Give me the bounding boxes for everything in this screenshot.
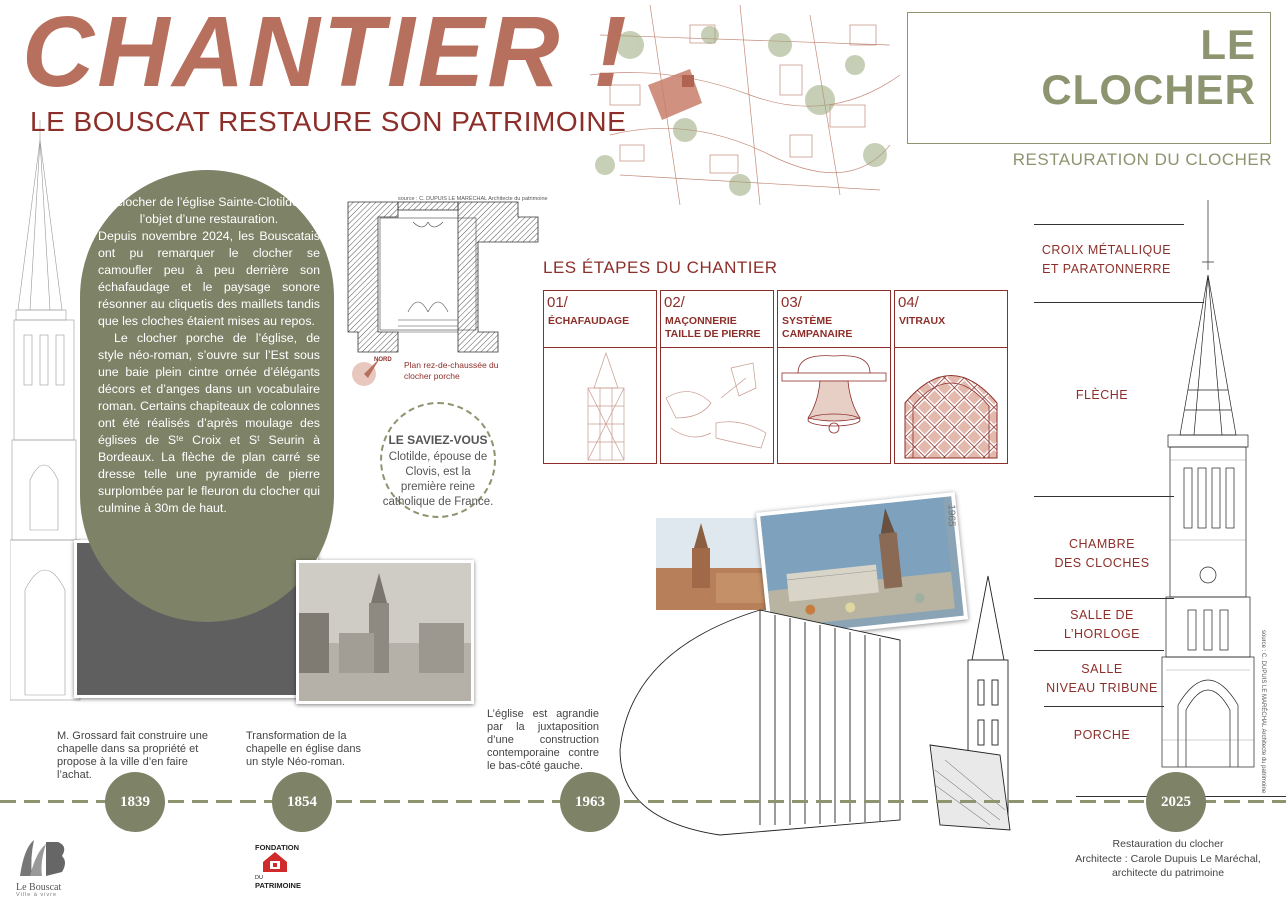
step-card-scaffolding bbox=[543, 290, 657, 464]
panel-title-line2: CLOCHER bbox=[1041, 66, 1256, 114]
step-label: ÉCHAFAUDAGE bbox=[548, 315, 630, 327]
le-bouscat-logo bbox=[16, 838, 68, 898]
tower-label-line1: SALLE DE bbox=[1070, 608, 1134, 622]
tower-label-line bbox=[1044, 706, 1164, 707]
intro-paragraph-1: Le clocher de l’église Sainte-Clotilde fait l’objet d’une restauration. bbox=[99, 195, 319, 226]
tower-label-clock-room bbox=[1034, 606, 1170, 644]
steps-title: LES ÉTAPES DU CHANTIER bbox=[543, 258, 778, 277]
step-number: 01/ bbox=[547, 294, 568, 311]
panel-title bbox=[1041, 22, 1256, 113]
panel-title-line1: LE bbox=[1200, 21, 1256, 68]
scaffolding-illustration bbox=[544, 348, 656, 463]
tower-label-gallery-room bbox=[1034, 660, 1170, 698]
panel-subtitle: RESTAURATION DU CLOCHER bbox=[1012, 150, 1272, 169]
le-bouscat-logo-icon bbox=[16, 838, 68, 878]
tower-label-line bbox=[1034, 302, 1204, 303]
timeline-year-1854: 1854 bbox=[272, 772, 332, 832]
main-title: CHANTIER ! bbox=[22, 0, 630, 108]
tower-label-line1: FLÈCHE bbox=[1075, 388, 1129, 402]
step-number: 02/ bbox=[664, 294, 685, 311]
tower-label-line bbox=[1034, 650, 1164, 651]
tower-label-line bbox=[1034, 496, 1174, 497]
tower-label-line1: CROIX MÉTALLIQUE bbox=[1041, 243, 1172, 257]
floor-plan-drawing bbox=[318, 192, 548, 362]
step-card-stained-glass bbox=[894, 290, 1008, 464]
intro-paragraph-3: Le clocher porche de l’église, de style néo-roman, s’ouvre sur l’Est sous une baie plein cintre ornée d’élégants décors et d’anges dans un vocabulaire roman. Certains chapiteaux de colonnes ont été réalisés d’après moulage des églises de Sᵗᵉ Croix et Sᵗ Seurin à Bordeaux. La flèche de plan carré se dresse telle une pyramide de pierre surplombée par le fleuron du clocher qui culmine à 30m de haut. bbox=[98, 331, 320, 515]
photo-year-label: 1965 bbox=[945, 504, 957, 527]
town-map-illustration bbox=[590, 5, 900, 205]
timeline-text-1854: Transformation de la chapelle en église dans un style Néo-roman. bbox=[246, 730, 361, 768]
step-label: MAÇONNERIE TAILLE DE PIERRE bbox=[665, 315, 761, 340]
step-number: 04/ bbox=[898, 294, 919, 311]
tower-label-porch bbox=[1034, 726, 1170, 745]
plan-source-note: source : C. DUPUIS LE MARÉCHAL Architecte du patrimoine bbox=[398, 196, 548, 202]
timeline-year-1963: 1963 bbox=[560, 772, 620, 832]
timeline-year-2025: 2025 bbox=[1146, 772, 1206, 832]
fondation-du-patrimoine-logo bbox=[255, 843, 315, 893]
main-subtitle: LE BOUSCAT RESTAURE SON PATRIMOINE bbox=[30, 106, 627, 137]
tower-label-spire bbox=[1034, 386, 1170, 405]
tower-label-line1: SALLE bbox=[1081, 662, 1123, 676]
timeline-dashed-line bbox=[0, 800, 1286, 803]
tower-label-line2: L’HORLOGE bbox=[1063, 627, 1141, 641]
tower-source-note: source : C. DUPUIS LE MARÉCHAL Architecte du patrimoine bbox=[1260, 630, 1266, 794]
step-card-bell-system bbox=[777, 290, 891, 464]
north-arrow-icon bbox=[350, 352, 392, 388]
fact-text: Clotilde, épouse de Clovis, est la première reine catholique de France. bbox=[382, 451, 494, 508]
step-number: 03/ bbox=[781, 294, 802, 311]
fondation-text-1: FONDATION bbox=[255, 843, 300, 852]
tower-label-line2: NIVEAU TRIBUNE bbox=[1046, 681, 1158, 695]
tower-label-line bbox=[1034, 224, 1184, 225]
intro-text bbox=[98, 194, 320, 517]
fact-title: LE SAVIEZ-VOUS bbox=[388, 433, 488, 447]
tower-label-bell-chamber bbox=[1034, 535, 1170, 573]
intro-paragraph-2: Depuis novembre 2024, les Bouscatais ont pu remarquer le clocher se camoufler peu à peu derrière son échafaudage et le paysage sonore résonner au cliquetis des maillets tandis que les cloches étaient mises au repos. bbox=[98, 229, 320, 328]
bell-illustration bbox=[778, 348, 890, 463]
stained-glass-illustration bbox=[895, 348, 1007, 463]
tower-label-cross bbox=[1034, 241, 1179, 279]
plan-caption: Plan rez-de-chaussée du clocher porche bbox=[404, 360, 499, 381]
fondation-text-2: DU bbox=[255, 875, 263, 881]
historic-church-illustration bbox=[299, 563, 471, 701]
historic-street-photo bbox=[296, 560, 474, 704]
fondation-text-3: PATRIMOINE bbox=[255, 881, 301, 890]
fondation-house-icon bbox=[263, 852, 287, 872]
tower-label-line1: PORCHE bbox=[1073, 728, 1131, 742]
timeline-text-1963: L’église est agrandie par la juxtaposition d’une construction contemporaine contre le bas-côté gauche. bbox=[487, 708, 599, 772]
bell-tower-elevation-drawing bbox=[1158, 200, 1258, 770]
timeline-text-1839: M. Grossard fait construire une chapelle dans sa propriété et propose à la ville d’en faire l’achat. bbox=[57, 730, 209, 781]
timeline-year-1839: 1839 bbox=[105, 772, 165, 832]
le-bouscat-name: Le Bouscat bbox=[16, 882, 62, 893]
le-bouscat-tagline: Ville à vivre bbox=[16, 892, 58, 898]
step-label: SYSTÈME CAMPANAIRE bbox=[782, 315, 853, 340]
north-label: NORD bbox=[374, 357, 392, 363]
tower-label-line2: DES CLOCHES bbox=[1054, 556, 1150, 570]
step-label: VITRAUX bbox=[899, 315, 946, 327]
tower-label-line1: CHAMBRE bbox=[1068, 537, 1135, 551]
step-card-masonry bbox=[660, 290, 774, 464]
tower-label-line bbox=[1034, 598, 1174, 599]
stone-carving-illustration bbox=[661, 348, 773, 463]
tower-label-line2: ET PARATONNERRE bbox=[1042, 262, 1171, 276]
timeline-text-2025: Restauration du clocher Architecte : Carole Dupuis Le Maréchal, architecte du patrimoine bbox=[1075, 838, 1261, 879]
